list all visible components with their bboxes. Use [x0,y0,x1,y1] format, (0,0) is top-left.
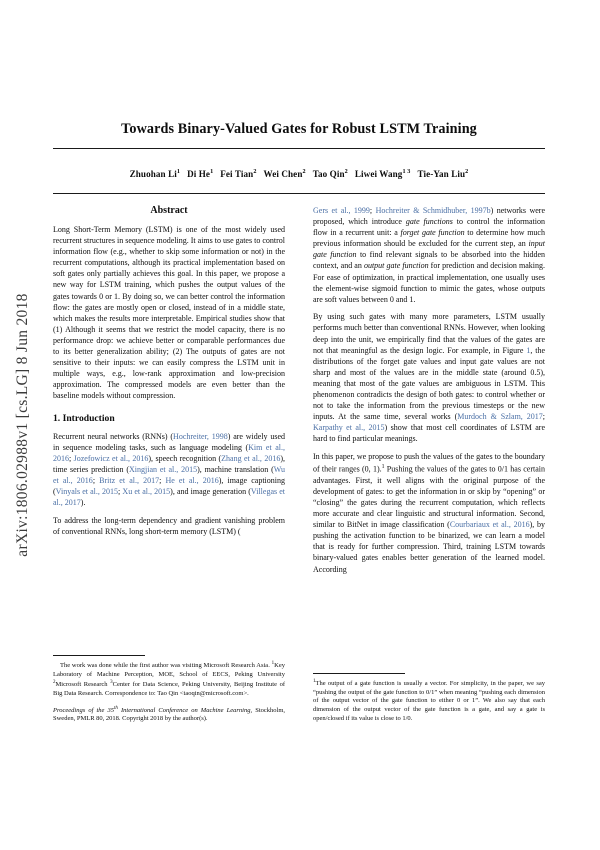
text-run: The output of a gate function is usually a vector. For simplicity, in the paper, we say “pushing the output of the gate function to 0/1” when meaning “pushing each dimension of the output vector of the gate function to either 0 or 1”. We also say that each dimension of the output vector of the gate function is a gate, and say a gate is open/closed if its value is close to 1/0. [313,680,545,722]
citation-link[interactable]: Xingjian et al., 2015 [129,464,198,474]
text-run: ), image captioning ( [53,475,285,496]
author-affiliation-marker: 1 [176,168,181,175]
citation-link[interactable]: Gers et al., 1999 [313,206,370,215]
text-run: Microsoft Research [55,681,111,689]
text-run: ), and image generation ( [170,486,251,496]
author-list [53,168,545,179]
figure-reference-link[interactable]: 1 [526,345,531,355]
section-heading-introduction: 1. Introduction [53,412,115,424]
affiliation-marker-2: 2 [53,680,56,686]
text-run: ; [118,486,123,496]
emphasis-gate-functions: gate functions [405,217,453,227]
text-run: Center for Data Science, Peking University, Beijing Institute of Big Data Research. Correspondence to: Tao Qin <taoqin@microsoft.com>. [53,681,285,698]
text-run: ; [92,475,100,485]
text-run: International Conference on Machine Learning [117,706,251,714]
text-run: to find relevant signals to be absorbed into the hidden context, and an [313,250,545,271]
citation-link[interactable]: He et al., 2016 [165,475,219,485]
emphasis-forget-gate-function: forget gate function [400,228,465,238]
arxiv-stamp [0,0,46,850]
author-affiliation-marker: 2 [253,168,257,175]
text-run: ; [69,453,74,463]
citation-link[interactable]: Murdoch & Szlam, 2017 [457,412,543,422]
text-run: ; [369,206,376,215]
ordinal-suffix: th [114,705,118,711]
intro-paragraph-4 [313,451,545,575]
emphasis-output-gate-function: output gate function [363,261,429,271]
text-run: ; [159,475,166,485]
title-rule-top [53,148,545,149]
text-run: By using such gates with many more parameters, LSTM usually performs much better than conventional RNNs. However, when looking deep into the unit, we empirically find that the values of the gates are not that meaningful as the design logic. For example, in Figure [313,312,545,355]
citation-link[interactable]: Zhang et al., 2016 [221,453,281,463]
text-run: ), by pushing the activation function to be binarized, we can learn a model that is ready for further compression. Third, training LSTM towards binary-valued gates enables better generation of the learned model. According [313,520,545,574]
citation-link[interactable]: Kim et al., 2016 [53,442,286,463]
citation-link[interactable]: Jozefowicz et al., 2016 [73,453,149,463]
page-title: Towards Binary-Valued Gates for Robust LSTM Training [121,121,477,137]
abstract-text: Long Short-Term Memory (LSTM) is one of the most widely used recurrent structures in sequence modeling. It aims to use gates to control information flow (e.g., whether to skip some information or not) in the recurrent computations, although its practical implementation based on soft gates only partially achieves this goal. In this paper, we propose a new way for LSTM training, which pushes the output values of the gates towards 0 or 1. By doing so, we can better control the information flow: the gates are mostly open or closed, instead of in a middle state, which makes the results more interpretable. Empirical studies show that (1) Although it seems that we restrict the model capacity, there is no performance drop: we achieve better or comparable performances due to its better generalization ability; (2) The outputs of gates are not sensitive to their inputs: we can easily compress the LSTM unit in multiple ways, e.g., low-rank approximation and low-precision approximation. The compressed models are even better than the baseline models without compression. [53,225,285,401]
author-name: Tao Qin [312,169,345,180]
author-entry [313,169,348,179]
author-affiliation-marker: 2 [465,168,469,175]
footnote-rule [313,673,405,674]
affiliation-marker-3: 3 [110,680,113,686]
author-entry [355,169,411,179]
intro-paragraph-3 [313,311,545,444]
citation-link[interactable]: Xu et al., 2015 [122,486,171,496]
footnote-affiliations [53,660,285,699]
text-run: , the distributions of the forget gate values and input gate values are not sharp and most of the values are in the middle state (around 0.5), meaning that most of the gate values are ambiguous in LSTM. This phenomenon contradicts the design of both gates: to control whether or not to take the information from the previous timesteps or the new inputs. At the same time, several works ( [313,345,545,422]
citation-link[interactable]: Villegas et al., 2017 [53,486,286,508]
text-run: to control the information flow in a recurrent unit: a [313,217,545,238]
intro-paragraph-2-part-right [313,205,545,305]
text-run: ), time series prediction ( [53,453,286,474]
citation-link[interactable]: Britz et al., 2017 [99,475,160,485]
author-name: Liwei Wang [354,169,403,180]
citation-link[interactable]: Hochreiter & Schmidhuber, 1997b [375,206,491,215]
footnote-marker[interactable]: 1 [381,464,385,471]
text-run: ), speech recognition ( [148,453,222,463]
author-affiliation-marker: 2 [302,168,306,175]
intro-paragraph-1 [53,431,285,509]
column-left [53,205,285,543]
citation-link[interactable]: Vinyals et al., 2015 [55,486,119,496]
text-run: to determine how much previous information should be excluded for the current step, an [313,228,545,249]
citation-link[interactable]: Courbariaux et al., 2016 [449,520,530,530]
citation-link[interactable]: Karpathy et al., 2015 [313,423,385,433]
text-run: ), machine translation ( [197,464,274,474]
footnote-block-left [53,655,285,724]
text-run: , Stockholm, Sweden, PMLR 80, 2018. Copyright 2018 by the author(s). [53,706,285,723]
author-affiliation-marker: 1 [210,168,214,175]
author-name: Wei Chen [263,169,303,180]
emphasis-input-gate-function: input gate function [313,239,545,260]
text-run: To address the long-term dependency and gradient vanishing problem of conventional RNNs, long short-term memory (LSTM) ( [53,515,285,536]
text-run: Recurrent neural networks (RNNs) ( [53,431,174,441]
author-entry [220,169,256,179]
text-run: The work was done while the first author was visiting Microsoft Research Asia. [60,662,272,670]
author-name: Zhuohan Li [129,169,177,180]
text-run: Proceedings of the 35 [53,706,115,714]
footnote-block-right [313,673,545,723]
footnote-rule [53,655,145,656]
author-affiliation-marker: 2 [344,168,348,175]
text-run: ) show that most cell coordinates of LSTM are hard to find particular meanings. [313,423,546,444]
author-entry [417,169,468,179]
author-name: Fei Tian [220,169,254,180]
author-entry [187,169,213,179]
author-name: Di He [187,169,211,180]
text-run: In this paper, we propose to push the values of the gates to the boundary of their ranges (0, 1). [313,451,545,474]
citation-link[interactable]: Wu et al., 2016 [53,464,286,485]
abstract-heading: Abstract [150,205,188,216]
footnote-proceedings [53,705,285,724]
text-run: ) are widely used in sequence modeling tasks, such as language modeling ( [53,431,285,452]
citation-link[interactable]: Hochreiter, 1998 [173,431,228,441]
text-run: for prediction and decision making. For ease of optimization, in practical implementation, one usually uses the element-wise sigmoid function to mimic the gates, whose outputs are soft values between 0 and 1. [313,261,545,304]
affiliation-marker-1: 1 [271,661,275,666]
author-affiliation-marker: 1 3 [402,168,411,175]
title-rule-bottom [53,193,545,194]
intro-paragraph-2-part-left [53,515,285,537]
text-run: Key Laboratory of Machine Perception, MOE, School of EECS, Peking University [53,662,285,678]
text-run: ). [80,498,86,508]
arxiv-stamp-text: arXiv:1806.02988v1 [cs.LG] 8 Jun 2018 [14,293,31,557]
paper-content [53,0,545,850]
text-run: ; [542,412,546,422]
author-entry [130,169,180,179]
text-run: Pushing the values of the gates to 0/1 has certain advantages. First, it well aligns with the original purpose of the development of gates: to get the information in or skip by “opening” or “closing” the gates during the recurrent computation, which reflects more accurate and clear linguistic and structural information. Second, similar to BitNet in image classification ( [313,464,545,530]
author-entry [264,169,306,179]
column-right [313,205,545,581]
text-run: ) networks were proposed, which introduce [313,206,545,227]
author-name: Tie-Yan Liu [417,169,466,180]
footnote-marker: 1 [313,679,316,684]
footnote-gate-definition [313,678,545,723]
